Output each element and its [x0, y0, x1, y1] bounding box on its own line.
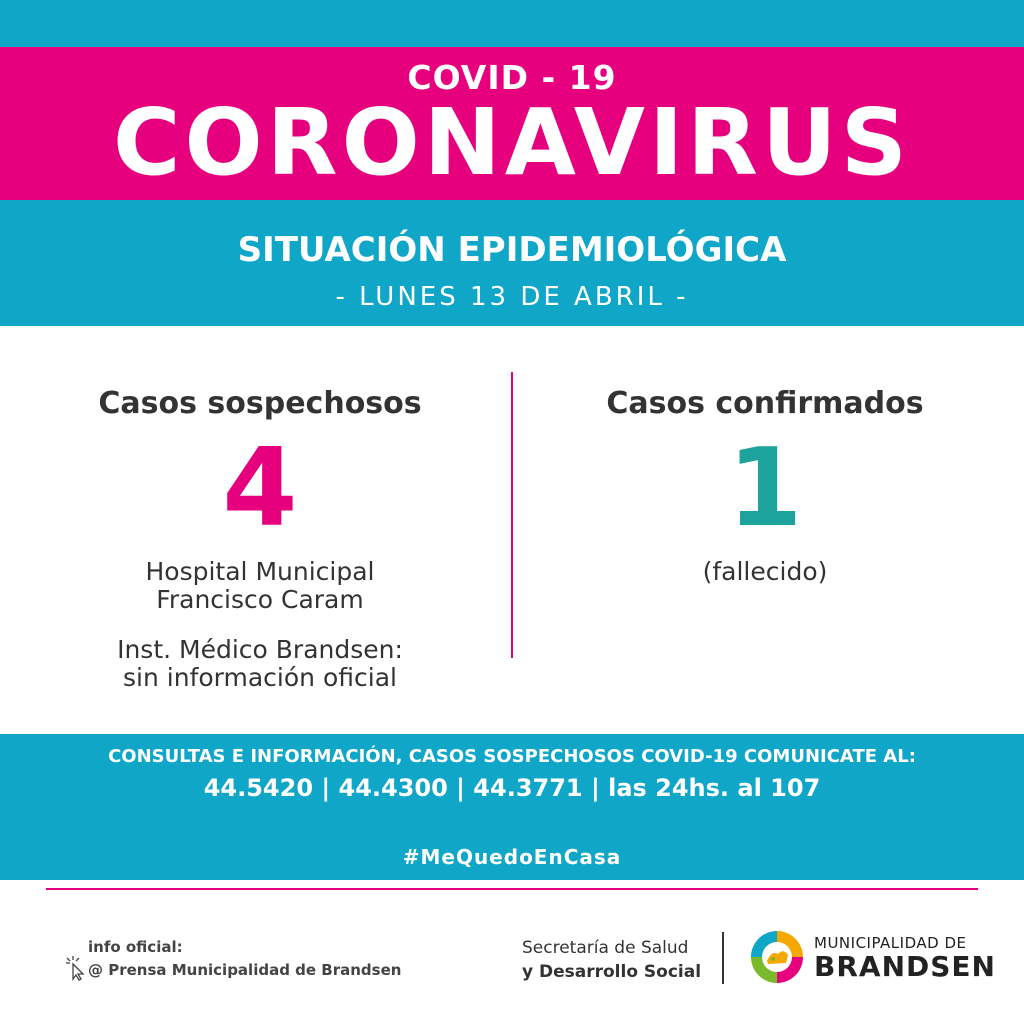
confirmed-cases-section [565, 386, 965, 586]
confirmed-cases-title: Casos confirmados [606, 386, 924, 421]
institute-line-1: Inst. Médico Brandsen: [117, 635, 403, 664]
secretaria-line-2: y Desarrollo Social [522, 962, 702, 982]
phone-numbers: 44.5420 | 44.4300 | 44.3771 | las 24hs. al 107 [203, 774, 821, 802]
prensa-link[interactable]: @ Prensa Municipalidad de Brandsen [88, 961, 402, 979]
brandsen-label: BRANDSEN [814, 950, 996, 983]
top-blue-band [0, 0, 1024, 47]
hospital-line-2: Francisco Caram [156, 585, 364, 614]
consultas-text: CONSULTAS E INFORMACIÓN, CASOS SOSPECHOSOS COVID-19 COMUNICATE AL: [108, 746, 916, 767]
secretaria-line-1: Secretaría de Salud [522, 938, 689, 958]
municipalidad-label: MUNICIPALIDAD DE [814, 934, 967, 952]
footer-divider [46, 888, 978, 890]
cursor-click-icon [64, 955, 86, 981]
suspected-cases-count: 4 [222, 426, 298, 551]
suspected-cases-title: Casos sospechosos [98, 386, 422, 421]
subtitle: SITUACIÓN EPIDEMIOLÓGICA [237, 230, 787, 270]
date-label: - LUNES 13 DE ABRIL - [335, 282, 689, 312]
hashtag: #MeQuedoEnCasa [402, 845, 622, 869]
confirmed-cases-note: (fallecido) [702, 557, 828, 586]
confirmed-cases-count: 1 [727, 426, 803, 551]
column-divider [511, 372, 513, 658]
suspected-cases-section [60, 386, 460, 692]
municipal-logo-icon [748, 928, 806, 986]
covid-label: COVID - 19 [407, 58, 617, 97]
info-oficial-label: info oficial: [88, 938, 183, 956]
page-title: CORONAVIRUS [113, 89, 911, 196]
institute-line-2: sin información oficial [123, 663, 397, 692]
footer-separator [722, 932, 724, 984]
hospital-line-1: Hospital Municipal [145, 557, 375, 586]
